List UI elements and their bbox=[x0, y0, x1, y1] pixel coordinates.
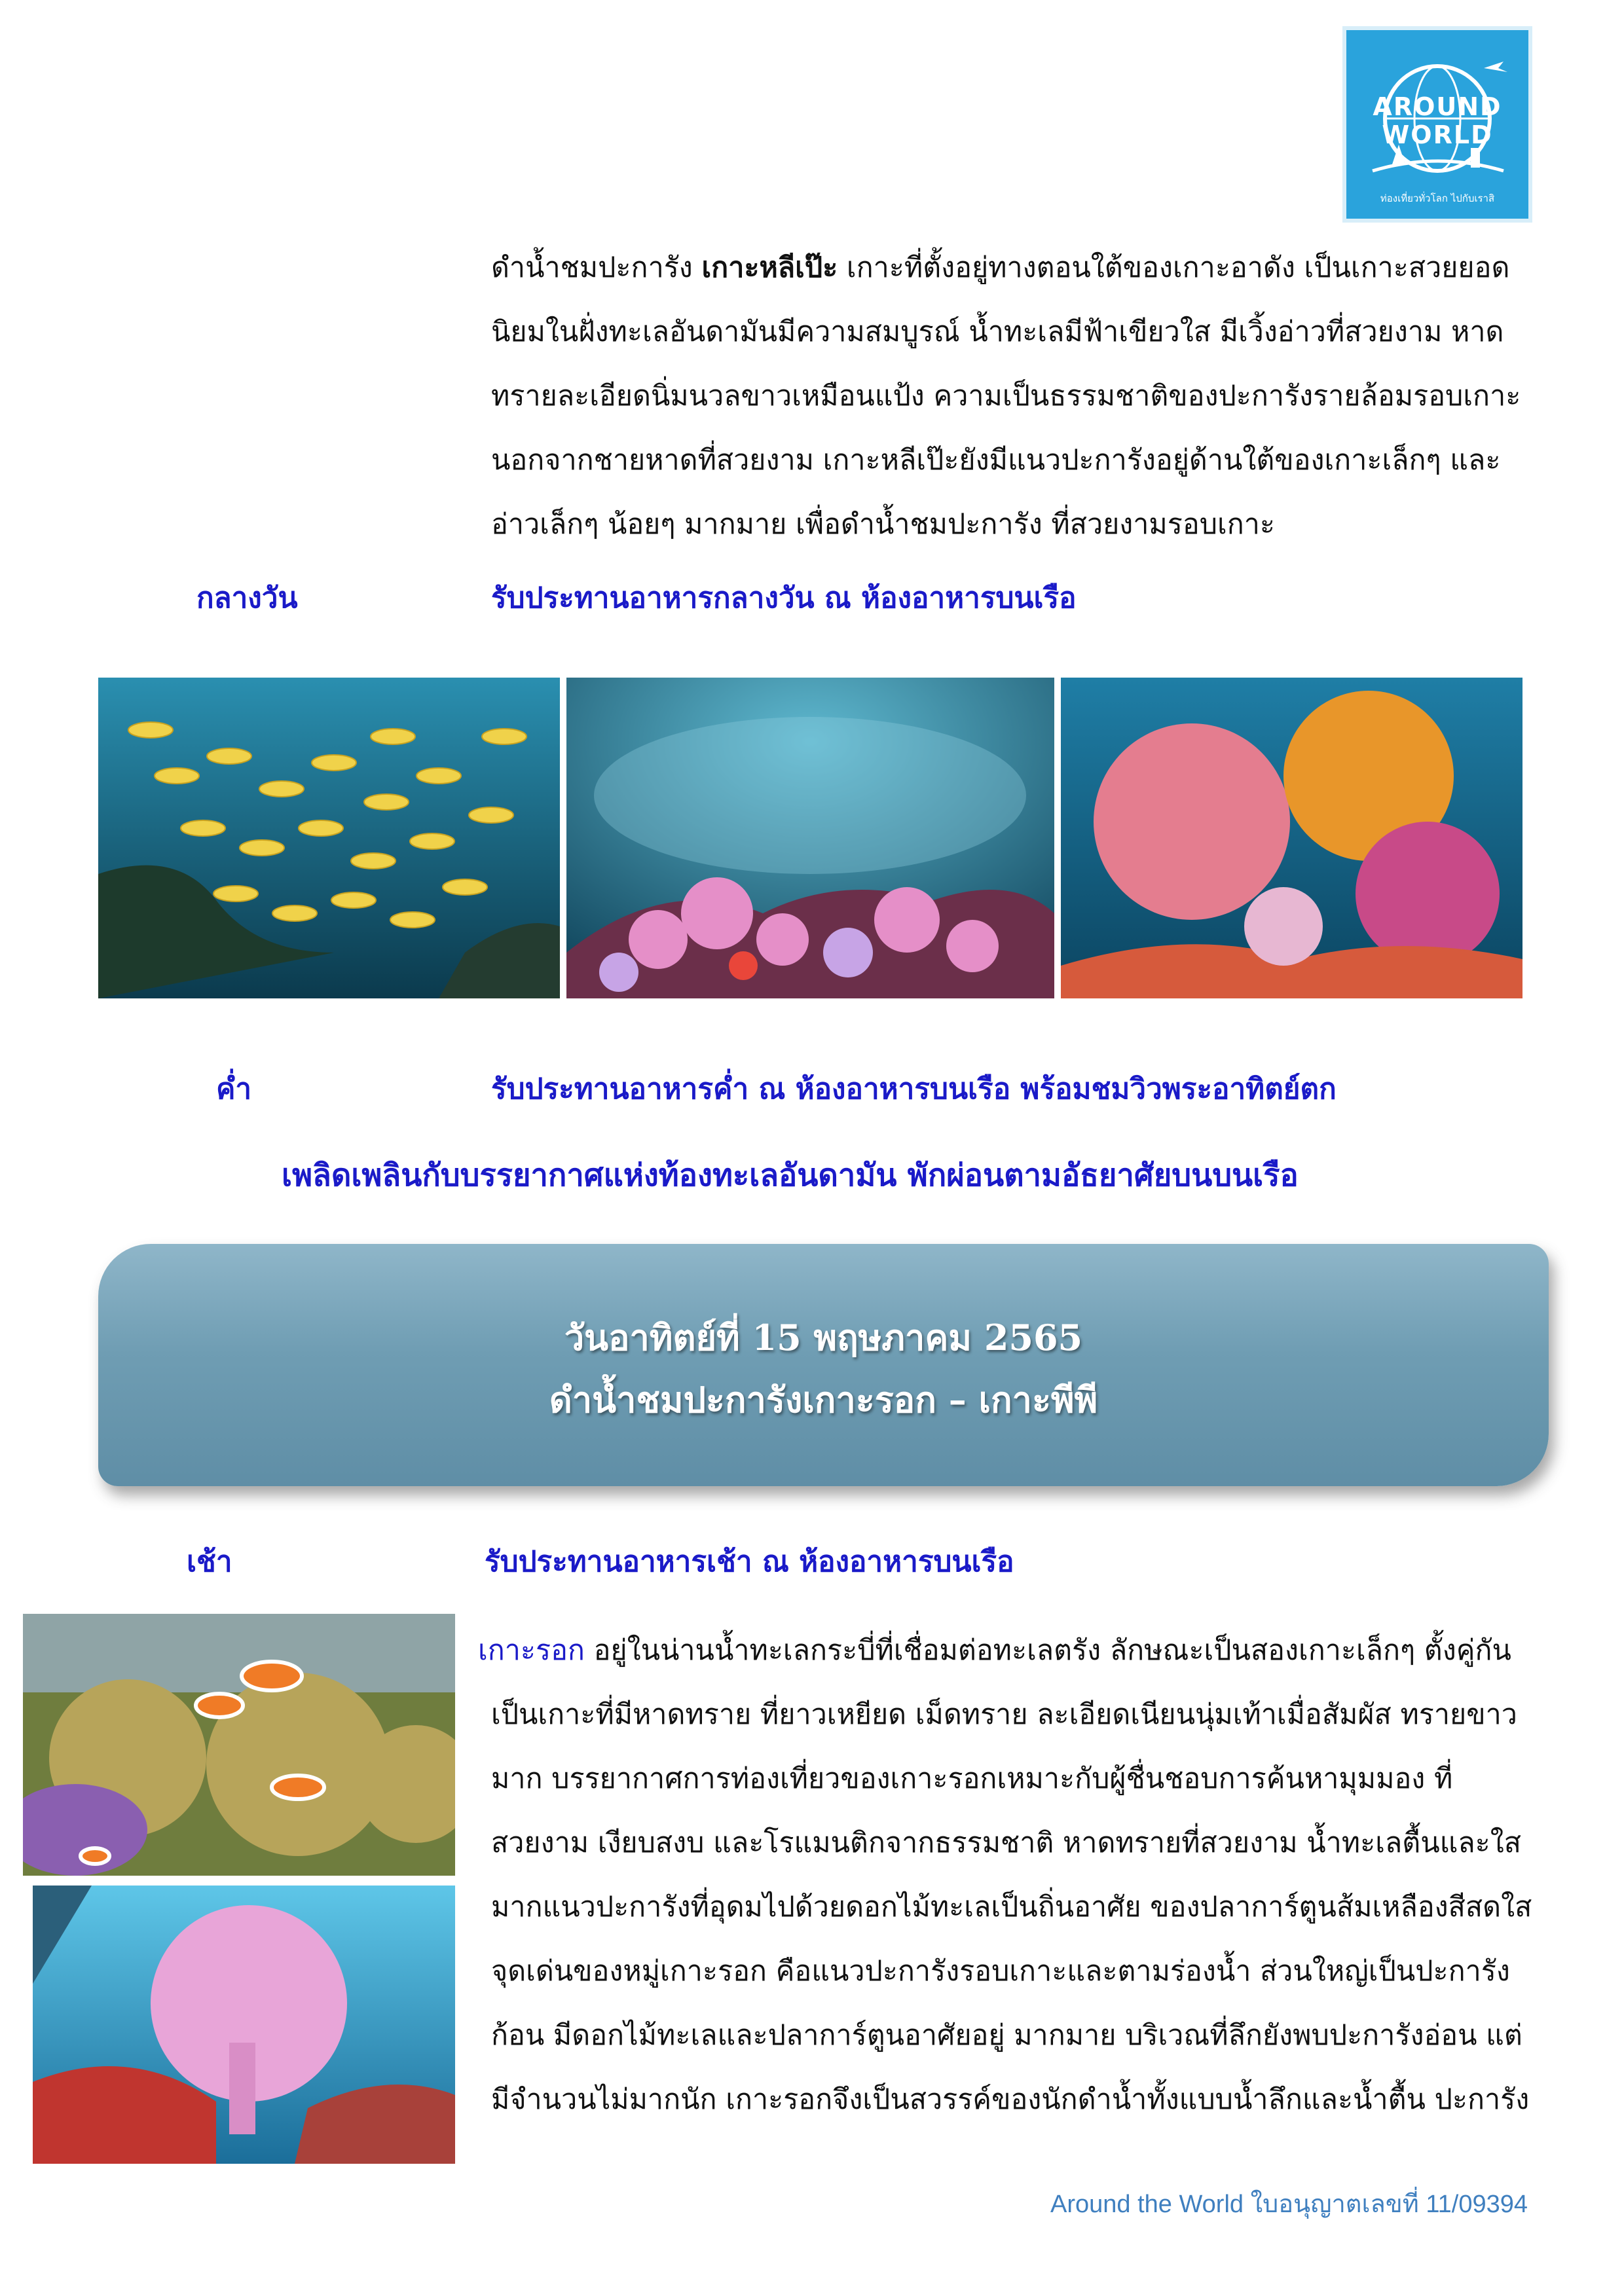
intro-line: อ่าวเล็กๆ น้อยๆ มากมาย เพื่อดำน้ำชมปะการัง ที่สวยงามรอบเกาะ bbox=[491, 508, 1275, 541]
photo-clownfish-anemone bbox=[23, 1614, 455, 1876]
logo-word-world: WORLD bbox=[1382, 120, 1493, 149]
photo-yellow-fish-school bbox=[98, 678, 560, 998]
license-footer: Around the World ใบอนุญาตเลขที่ 11/09394 bbox=[1050, 2191, 1528, 2218]
dinner-description: รับประทานอาหารค่ำ ณ ห้องอาหารบนเรือ พร้อมชมวิวพระอาทิตย์ตก bbox=[491, 1072, 1337, 1106]
lunch-time-label: กลางวัน bbox=[196, 581, 298, 615]
day-banner-date: วันอาทิตย์ที่ 15 พฤษภาคม 2565 bbox=[564, 1317, 1083, 1358]
intro-line bbox=[491, 236, 1536, 300]
rok-line bbox=[478, 1618, 1536, 1683]
photo-soft-coral-reef bbox=[566, 678, 1054, 998]
intro-line-start: ดำน้ำชมปะการัง bbox=[491, 251, 702, 284]
intro-paragraph bbox=[491, 236, 1536, 556]
lunch-description: รับประทานอาหารกลางวัน ณ ห้องอาหารบนเรือ bbox=[491, 581, 1077, 615]
day-banner bbox=[98, 1244, 1549, 1486]
logo-tagline: ท่องเที่ยวทั่วโลก ไปกับเราสิ bbox=[1380, 192, 1495, 204]
dinner-time-label: ค่ำ bbox=[216, 1072, 252, 1106]
evening-highlight: เพลิดเพลินกับบรรยากาศแห่งท้องทะเลอันดามัน พักผ่อนตามอัธยาศัยบนบนเรือ bbox=[282, 1157, 1299, 1194]
rok-line: สวยงาม เงียบสงบ และโรแมนติกจากธรรมชาติ หาดทรายที่สวยงาม น้ำทะเลตื้นและใส bbox=[491, 1827, 1522, 1859]
intro-line: ทรายละเอียดนิ่มนวลขาวเหมือนแป้ง ความเป็นธรรมชาติของปะการังรายล้อมรอบเกาะ bbox=[491, 380, 1521, 412]
rok-line: เป็นเกาะที่มีหาดทราย ที่ยาวเหยียด เม็ดทราย ละเอียดเนียนนุ่มเท้าเมื่อสัมผัส ทรายขาว bbox=[491, 1698, 1517, 1731]
rok-line: มาก บรรยากาศการท่องเที่ยวของเกาะรอกเหมาะกับผู้ชื่นชอบการค้นหามุมมอง ที่ bbox=[491, 1762, 1453, 1795]
rok-island-name: เกาะรอก bbox=[478, 1634, 585, 1667]
rok-line: จุดเด่นของหมู่เกาะรอก คือแนวปะการังรอบเกาะและตามร่องน้ำ ส่วนใหญ่เป็นปะการัง bbox=[491, 1955, 1510, 1988]
breakfast-description: รับประทานอาหารเช้า ณ ห้องอาหารบนเรือ bbox=[485, 1545, 1014, 1578]
logo-word-around: AROUND bbox=[1373, 92, 1502, 121]
photo-pink-soft-coral bbox=[33, 1886, 455, 2164]
rok-line: ก้อน มีดอกไม้ทะเลและปลาการ์ตูนอาศัยอยู่ มากมาย บริเวณที่ลึกยังพบปะการังอ่อน แต่ bbox=[491, 2019, 1522, 2052]
rok-line: มีจำนวนไม่มากนัก เกาะรอกจึงเป็นสวรรค์ของนักดำน้ำทั้งแบบน้ำลึกและน้ำตื้น ปะการัง bbox=[491, 2083, 1530, 2116]
rok-first-line bbox=[478, 1618, 1536, 1683]
photo-sea-fan-coral bbox=[1061, 678, 1522, 998]
intro-line: นอกจากชายหาดที่สวยงาม เกาะหลีเป๊ะยังมีแนวปะการังอยู่ด้านใต้ของเกาะเล็กๆ และ bbox=[491, 444, 1501, 477]
intro-island-name: เกาะหลีเป๊ะ bbox=[701, 251, 838, 284]
rok-line-rest: อยู่ในน่านน้ำทะเลกระบี่ที่เชื่อมต่อทะเลตรัง ลักษณะเป็นสองเกาะเล็กๆ ตั้งคู่กัน bbox=[584, 1634, 1511, 1667]
breakfast-time-label: เช้า bbox=[187, 1545, 232, 1578]
day-banner-title: ดำน้ำชมปะการังเกาะรอก – เกาะพีพี bbox=[549, 1379, 1098, 1421]
intro-line-rest: เกาะที่ตั้งอยู่ทางตอนใต้ของเกาะอาดัง เป็นเกาะสวยยอด bbox=[838, 251, 1510, 284]
company-logo bbox=[1342, 26, 1532, 223]
rok-paragraph bbox=[491, 1683, 1536, 2132]
rok-line: มากแนวปะการังที่อุดมไปด้วยดอกไม้ทะเลเป็นถิ่นอาศัย ของปลาการ์ตูนส้มเหลืองสีสดใส bbox=[491, 1891, 1532, 1923]
intro-line: นิยมในฝั่งทะเลอันดามันมีความสมบูรณ์ น้ำทะเลมีฟ้าเขียวใส มีเวิ้งอ่าวที่สวยงาม หาด bbox=[491, 316, 1504, 348]
